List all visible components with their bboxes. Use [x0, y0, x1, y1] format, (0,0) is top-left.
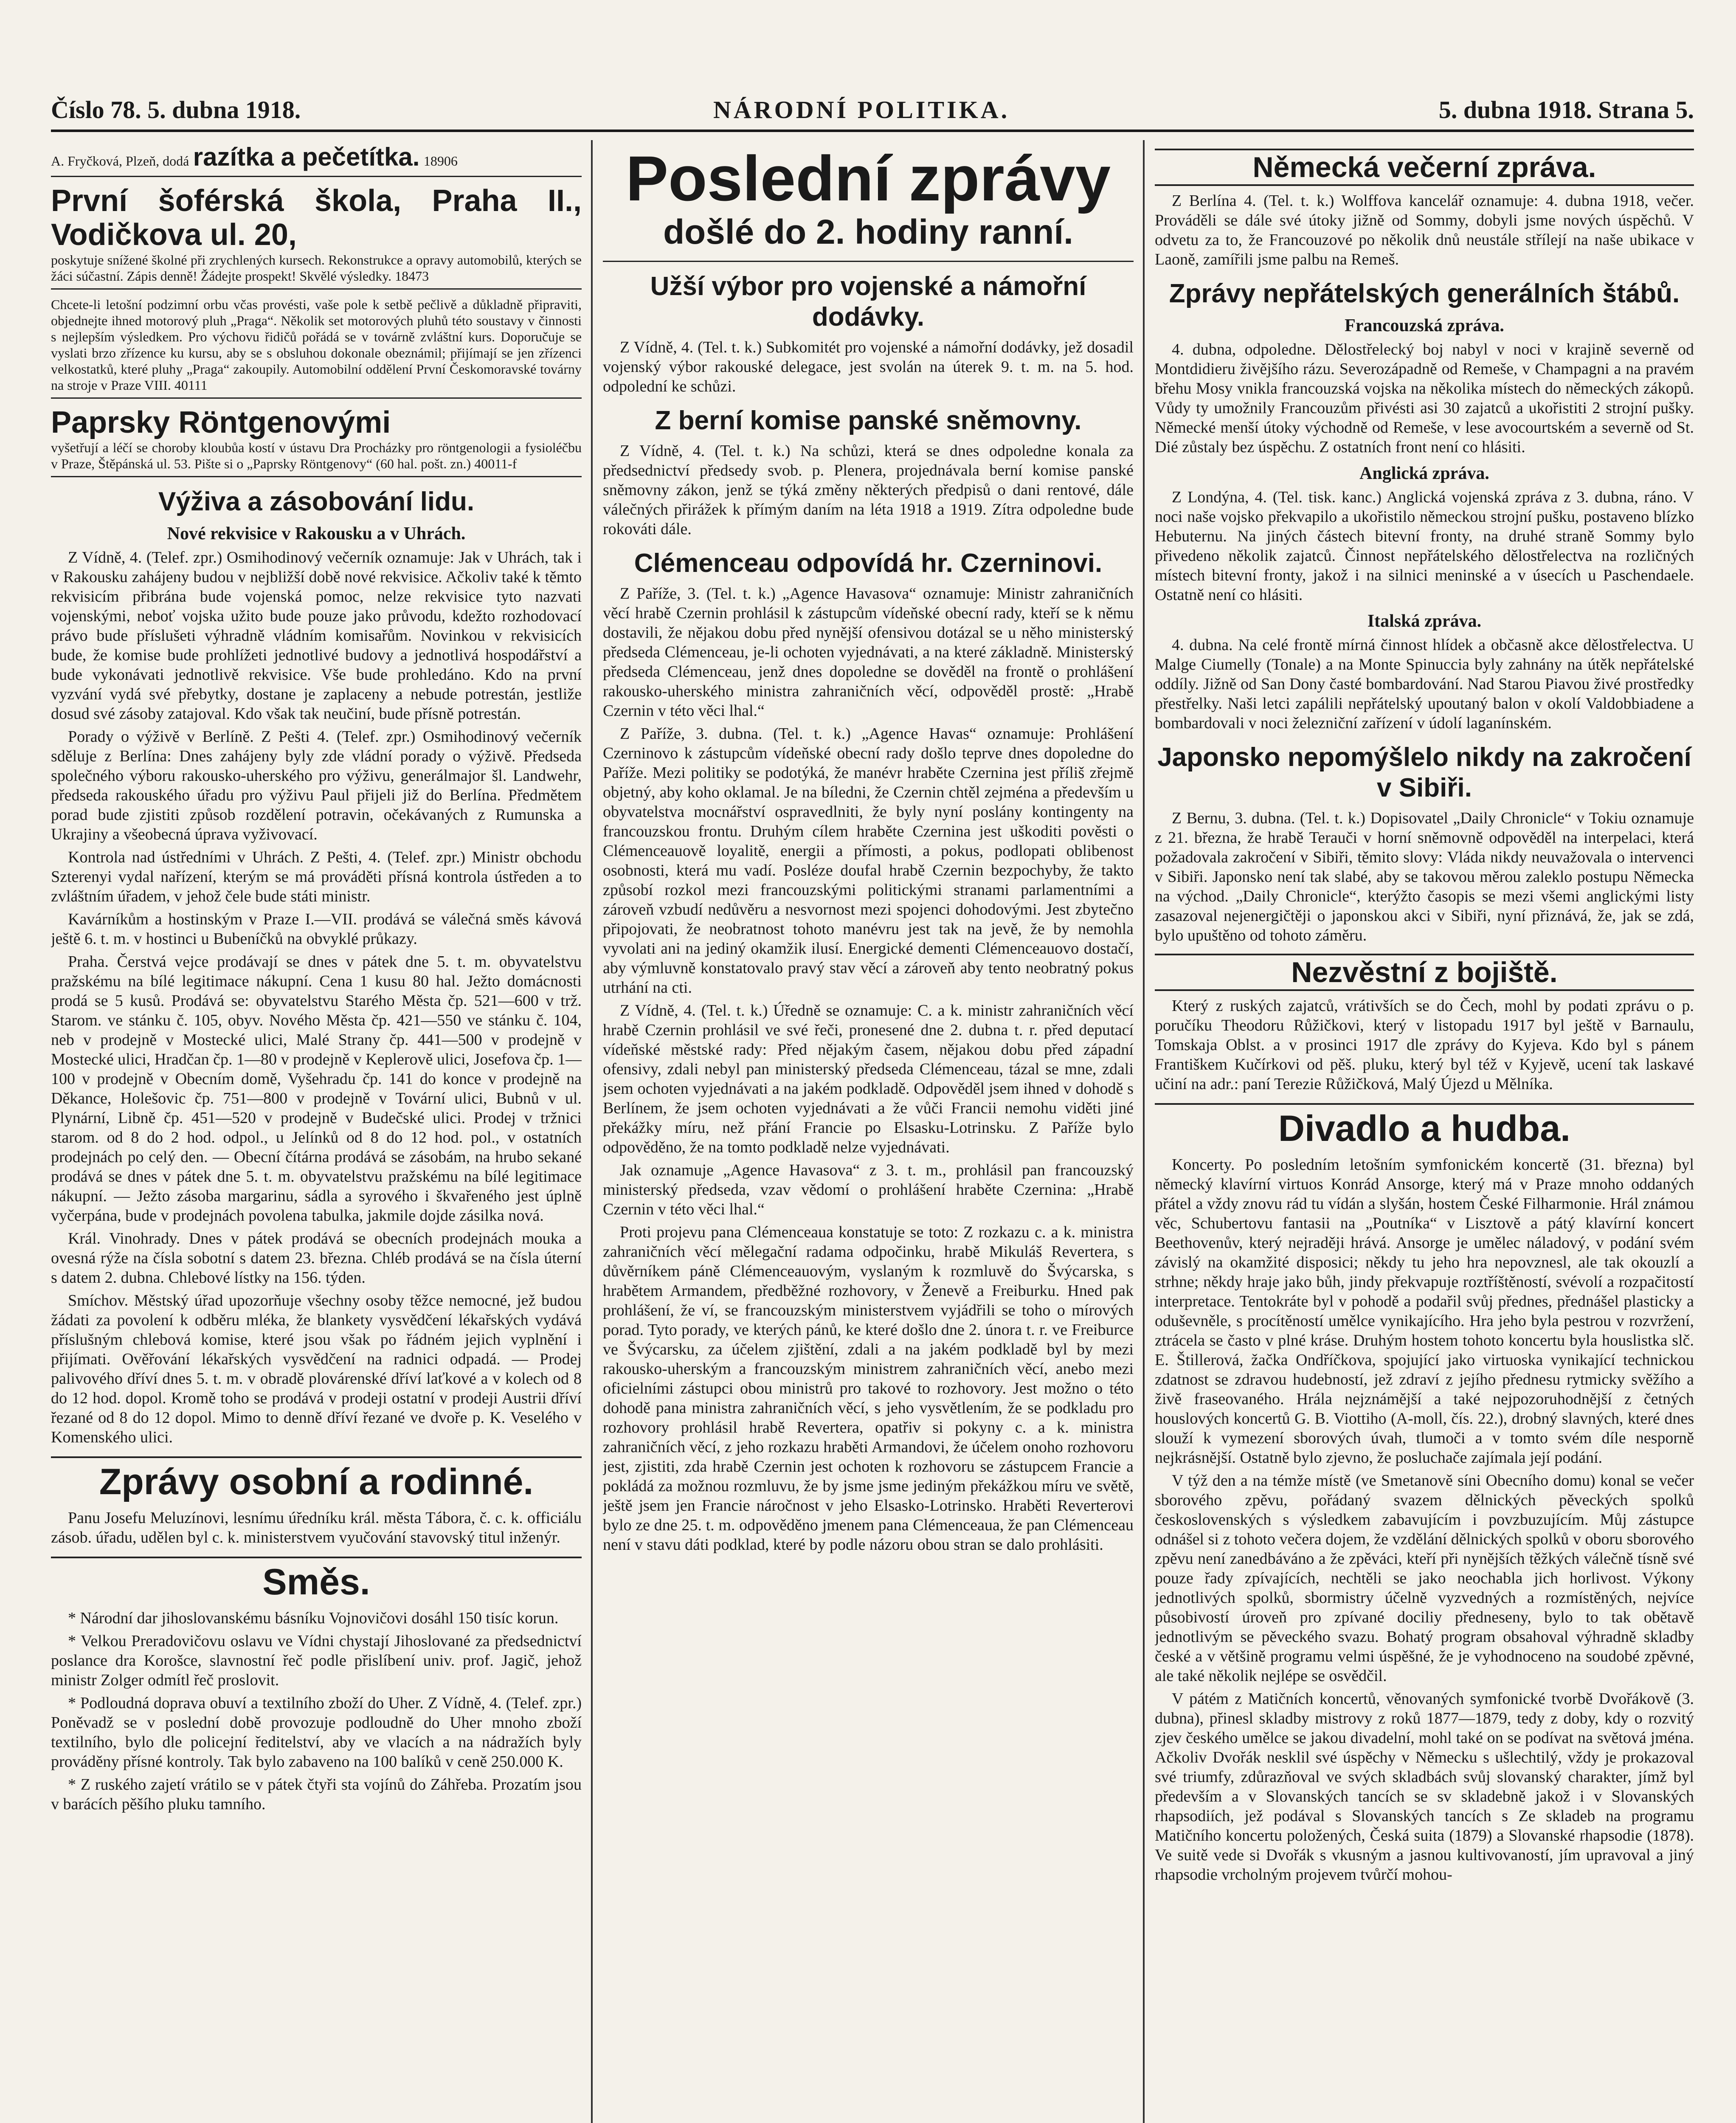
ad-soferska-skola: [51, 181, 582, 290]
article-text: Z Londýna, 4. (Tel. tisk. kanc.) Anglická vojenská zpráva z 3. dubna, ráno. V noci naše vojsko překvapilo a ukořistilo německou strojní pušku, postaveno blízko Hebuternu. Na jiných částech bitevní fronty, na druhé straně Sommy bylo přivedeno několik zajatců. Činnost nepřátelského dělostřelectva na rozličných místech bitevní fronty, jakož i na silnici meninské a v úsecích u Paschendaele. Ostatně není co hlásiti.: [1155, 488, 1694, 604]
issue-number: Číslo 78. 5. dubna 1918.: [51, 96, 301, 124]
ad-razitka-advertiser: A. Fryčková, Plzeň, dodá: [51, 153, 189, 169]
section-heading-nezvestni: Nezvěstní z bojiště.: [1155, 954, 1694, 991]
article-heading-rekvisice: Nové rekvisice v Rakousku a v Uhrách.: [167, 524, 466, 543]
article-heading-japonsko: Japonsko nepomýšlelo nikdy na zakročení v Sibiři.: [1157, 743, 1691, 802]
article-heading-vybor: Užší výbor pro vojenské a námořní dodávky.: [650, 272, 1086, 332]
newspaper-title: NÁRODNÍ POLITIKA.: [713, 96, 1010, 124]
article-text: 4. dubna. Na celé frontě mírná činnost hlídek a občasně akce dělostřelectva. U Malge Ciumelly (Tonale) a na Monte Spinuccia byly zahnány na útěk nepřátelské oddíly. Jižně od San Dony časté bombardování. Nad Starou Piavou živé prostředky přestřelky. Naši letci zapálili nepřátelský upoutaný balon v okolí Valdobbiadene a bombardovali v noci železniční zařízení v údolí laganínském.: [1155, 636, 1694, 732]
article-text: Z Vídně, 4. (Tel. t. k.) Subkomitét pro vojenské a námořní dodávky, jež dosadil vojenský výbor rakouské delegace, jest svolán na úterek 9. t. m. na 5. hod. odpolední ke schůzi.: [603, 338, 1134, 395]
article-text: 4. dubna, odpoledne. Dělostřelecký boj nabyl v noci v krajině severně od Montdidieru živějšího rázu. Severozápadně od Remeše, v Champagni a na pravém břehu Mosy vnikla francouzská vojska na několika místech do německých zákopů. Vůdy ty umožnily Francouzům přivésti asi 30 zajatců a ukořistiti 2 strojní pušky. Německé menší útoky východně od Remeše, v lese avocourtském a severně od St. Dié zůstaly bez úspěchu. Z ostatních front není co hlásiti.: [1155, 341, 1694, 456]
ad-motorovy-pluh: Chcete-li letošní podzimní orbu včas provésti, vaše pole k setbě pečlivě a důkladně připraviti, objednejte ihned motorový pluh „Praga“. Několik set motorových pluhů této soustavy v činnosti s nejlepším výsledkem. Pro výchovu řidičů pořádá se v továrně zvláštní kurs. Doporučuje se vyslati brzo zřízence ku kursu, aby se s obsluhou dokonale obeznámil; přijímají se jen zřízenci velkostatků, které pluhy „Praga“ zakoupily. Automobilní oddělení První Českomoravské továrny na stroje v Praze VIII. 40111: [51, 294, 582, 399]
article-text: Z Vídně, 4. (Telef. zpr.) Osmihodinový večerník oznamuje: Jak v Uhrách, tak i v Rakousku zahájeny budou v nejbližší době nové rekvisice. Ačkoliv také k těmto rekvisicím přibrána bude vojenská pomoc, nelze rekvisice tyto nazvati vojenskými, neboť vojska užito bude pouze jako průvodu, kdežto rozhodovací právo bude příslušeti výhradně vládním komisařům. Novinkou v rekvisicích bude, že komise bude prohlížeti jednotlivé budovy a jednotlivá hospodářství a bude vykonávati jednotlivě rekvisice. Vše bude prohledáno. Kdo na první vyzvání vydá své přebytky, dostane je zaplaceny a nebude potrestán, jestliže dosud své zásoby zatajoval. Kdo však tak neučiní, bude přísně potrestán.: [51, 549, 582, 723]
article-text: Panu Josefu Meluzínovi, lesnímu úředníku král. města Tábora, č. c. k. officiálu zásob. úřadu, udělen byl c. k. ministerstvem vyučování stavovský titul inženýr.: [51, 1509, 582, 1546]
subheadline: došlé do 2. hodiny ranní.: [663, 213, 1073, 251]
article-text: V týž den a na témže místě (ve Smetanově síni Obecního domu) konal se večer sborového zpěvu, pořádaný svazem dělnických pěveckých spolků československých s výsledkem zabavujícím i povzbuzujícím. Můj zástupce odnášel si z tohoto večera dojem, že vzdělání dělnických spolků v oboru sborového zpěvu není zanedbáváno a že zpěváci, kteří při nynějších těžkých válečně tísně své pouze řady zpívajících, nechtěli se jako neochabla jich horlivost. Výkony jednotlivých spolků, sbormistry účelně vyzvedných a rozmístěných, nejvíce působivostí úroveň pro zpívané dociliy předneseny, bylo to tak obětavě jednotlivým se pěveckého svazu. Bohatý program obsahoval výhradně skladby české a v většině programu velmi úspěšné, že je vyhodnoceno na soudobé zpěvné, ale také několik nejlépe se osvědčil.: [1155, 1472, 1694, 1685]
article-text: Smíchov. Městský úřad upozorňuje všechny osoby těžce nemocné, jež budou žádati za povolení k odběru mléka, že blankety vysvědčení lékařských vydává příslušným chlebová komise, které jsou však po řádném jejich vyplnění i přijímati. Ověřování lékařských vysvědčení na radnici odpadá. — Prodej palivového dříví dnes 5. t. m. v obradě plovárenské dříví laťkové a v kolech od 8 do 12 hod. dopol. Kromě toho se prodává v prodeji ostatní v prodeji Austrii dříví řezané od 8 do 12 dopol. Mimo to denně dříví řezané ve dvoře p. K. Veselého v Komenského ulici.: [51, 1292, 582, 1446]
article-heading-clemenceau: Clémenceau odpovídá hr. Czerninovi.: [634, 549, 1103, 578]
column-right: [1155, 140, 1694, 2123]
article-text: Praha. Čerstvá vejce prodávají se dnes v pátek dne 5. t. m. obyvatelstvu pražskému na bílé legitimace nákupní. Cena 1 kusu 80 hal. Ježto domácnosti prodá se 5 kusů. Prodává se: obyvatelstvu Starého Města čp. 521—600 v trž. Starom. ve stánku č. 105, obyv. Nového Města čp. 421—550 ve stánku č. 104, neb v prodejně v Mostecké ulici, Malé Strany čp. 441—500 v prodejně v Mostecké ulici, Hradčan čp. 1—80 v prodejně v Keplerově ulici, Josefova čp. 1—100 v prodejně v Obecním domě, Vyšehradu čp. 141 do konce v prodejně na Děkance, Holešovic čp. 751—800 v prodejně v Tovární ulici, Bubnů v ul. Plynární, Libně čp. 451—520 v prodejně v Budečské ulici. Prodej v tržnici starom. od 8 do 2 hod. odpol., u Jelínků od 8 do 12 hod. pol., v ostatních prodejnách po celý den. — Obecní čítárna prodává se zásobám, na hrubo sekané prodává se dnes v pátek dne 5. t. m. obyvatelstvu pražskému na bílé legitimace nákupní. — Ježto zásoba margarinu, sádla a syrového i škvařeného jest úplně vyčerpána, bude v prodejnách povolena tabulka, jakmile dojde zásilka nová.: [51, 953, 582, 1225]
article-text: * Podloudná doprava obuví a textilního zboží do Uher. Z Vídně, 4. (Telef. zpr.) Poněvadž se v poslední době provozuje podloudně do Uher mnoho zboží textilního, bylo dle policejní ředitelství, aby ve vlacích a na nádražích byly prováděny přísné kontroly. Tak bylo zabaveno na 100 balíků v ceně 250.000 K.: [51, 1694, 582, 1771]
article-text: Porady o výživě v Berlíně. Z Pešti 4. (Telef. zpr.) Osmihodinový večerník sděluje z Berlína: Dnes zahájeny byly zde vládní porady o výživě. Předseda společného výboru rakousko-uherského pro výživu, generálmajor šl. Landwehr, předseda rakouského úřadu pro výživu Paul přijeli již do Berlína. Předmětem porad bude zjistiti způsob rozdělení potravin, očekávaných z Rumunska a Ukrajiny a všeobecná úprava vyživovací.: [51, 728, 582, 843]
column-middle: [603, 140, 1134, 2123]
section-heading-zpravy-osobni: Zprávy osobní a rodinné.: [51, 1456, 582, 1503]
article-text: Kavárníkům a hostinským v Praze I.—VII. prodává se válečná směs kávová ještě 6. t. m. v hostinci u Bubeníčků na obvyklé průkazy.: [51, 910, 582, 948]
ad-razitka: [51, 140, 582, 177]
headline-posledni-zpravy: Poslední zprávy: [625, 143, 1111, 214]
page-number: 5. dubna 1918. Strana 5.: [1438, 96, 1694, 124]
ad-razitka-number: 18906: [423, 153, 458, 169]
ad-razitka-headline: razítka a pečetítka.: [193, 143, 420, 171]
article-text: Který z ruských zajatců, vrátivších se do Čech, mohl by podati zprávu o p. poručíku Theodoru Růžičkovi, který v listopadu 1917 byl ještě v Barnaulu, Tomskaja Oblst. a v prosinci 1917 dle zprávy do Kyjeva. Kdo byl s pánem Františkem Kučírkovi od pěš. pluku, který byl též v Kyjevě, ucení tak laskavé učiní na adr.: paní Terezie Růžičková, Malý Újezd u Mělníka.: [1155, 997, 1694, 1093]
section-heading-vyziva: Výživa a zásobování lidu.: [158, 487, 475, 516]
ad-sofer-headline: První šoférská škola, Praha II., Vodičkova ul. 20,: [51, 184, 582, 252]
article-text: Z Paříže, 3. (Tel. t. k.) „Agence Havasova“ oznamuje: Ministr zahraničních věcí hrabě Czernin prohlásil k zástupcům vídeňské obecní rady, kteří se k němu dostavili, že nějakou dobu před nynější ofensivou dotázal se u něho ministerský předseda Clémenceau, je-li ochoten vyjednávati, a na které základně. Ministerský předseda Clémenceau, jenž dnes dopoledne se dověděl na frontě o prohlášení rakousko-uherského ministra zahraničních věcí, odpověděl prostě: „Hrabě Czernin v této věci lhal.“: [603, 585, 1134, 720]
section-heading-smes: Směs.: [51, 1557, 582, 1603]
article-text: V pátém z Matičních koncertů, věnovaných symfonické tvorbě Dvořákově (3. dubna), přinesl skladby mistrovy z roků 1877—1879, tedy z doby, kdy o rozvitý zjev českého umělce se jakou divadelní, mohl také on se podívat na světová jména. Ačkoliv Dvořák nesklil své úspěchy v Německu s ušlechtilý, vždy je prokazoval své triumfy, zdůrazňoval ve svých skladbách svůj slovanský charakter, jímž byl především a v Slovanských tancích se sv skladebně jakož i v Slovanských rhapsodiích, jež podával s Slovanských tancích s Ze skladeb na programu Matičního koncertu položených, Česká suita (1879) a Slovanské rhapsodie (1878). Ve suitě vede si Dvořák s vkusným a jasnou kultivovaností, jím upravoval a jiný rhapsodie vrcholným projevem tvůrčí mohou-: [1155, 1690, 1694, 1884]
article-text: Jak oznamuje „Agence Havasova“ z 3. t. m., prohlásil pan francouzský ministerský předseda, vzav vědomí o prohlášení hraběte Czernina: „Hrabě Czernin v této věci lhal.“: [603, 1161, 1134, 1218]
column-left: [51, 140, 582, 2123]
article-text: Z Berlína 4. (Tel. t. k.) Wolffova kancelář oznamuje: 4. dubna 1918, večer. Prováděli se dále své útoky jižně od Sommy, dobyli jsme nových úspěchů. V odvetu za to, že Francouzové po několik dnů neustále střílejí na naše ubikace v Laoně, zamířili jsme palbu na Remeš.: [1155, 192, 1694, 268]
article-heading-francouzska: Francouzská zpráva.: [1345, 316, 1504, 335]
article-text: Z Vídně, 4. (Tel. t. k.) Na schůzi, která se dnes odpoledne konala za předsednictví předsedy svob. p. Plenera, projednávala berní komise panské sněmovny zákon, jenž se týká změny některých předpisů o dani rentové, dále válečných přirážek k přímým daním na léta 1918 a 1919. Zítra odpoledne bude rokováti dále.: [603, 442, 1134, 538]
article-text: Z Bernu, 3. dubna. (Tel. t. k.) Dopisovatel „Daily Chronicle“ v Tokiu oznamuje z 21. března, že hrabě Terauči v horní sněmovně odpověděl na interpelaci, která požadovala zakročení v Sibiři, těmito slovy: Vláda nikdy neuvažovala o intervenci v Sibiři. Japonsko není tak slabé, aby se takovou měrou zaleklo postupu Německa na východ. „Daily Chronicle“, kterýžto časopis se mezi všemi anglickými listy zasazoval nejenergičtěji o japonskou akci v Sibiři, nyní přiznává, že, jak se zdá, bylo upuštěno od tohoto záměru.: [1155, 809, 1694, 944]
ad-rontgen-text: vyšetřují a léčí se choroby kloubůa kostí v ústavu Dra Procházky pro röntgenologii a fysioléčbu v Praze, Štěpánská ul. 53. Pište si o „Paprsky Röntgenovy“ (60 hal. pošt. zn.) 40011-f: [51, 440, 582, 471]
section-heading-nepratelske-staby: Zprávy nepřátelských generálních štábů.: [1169, 279, 1680, 308]
article-text: Koncerty. Po posledním letošním symfonickém koncertě (31. března) byl německý klavírní virtuos Konrád Ansorge, který má v Praze mnoho oddaných přátel a vždy znovu rád tu vídán a slyšán, hostem České Filharmonie. Hrál známou věc, Schubertovu fantasii na „Poutníka“ v Lisztově a pátý klavírní koncert Beethovenův, který nejraději hrává. Ansorge je umělec náladový, v podání svém závislý na okamžité disposici; někdy tu jeho hra nepovznesl, ale tak okouzlí a strhne; někdy hraje jako bůh, jindy překvapuje roztříštěností, svévolí a rozpačitostí interpretace. Tentokráte byl v pohodě a podařil svůj přednes, přednášel plasticky a oduševněle, s procítěností umělce vynikajícího. Hra jeho byla pestrou v rozvržení, ztrácela se často v plné kráse. Druhým hostem tohoto koncertu byla houslistka slč. E. Štillerová, žačka Ondříčkova, spojující jako virtuoska vynikající technickou zdatnost se zdravou hudebností, jež zdraví z jejího přednesu rytmicky svěžího a živě fraseovaného. Hrála nejznámější a také nejpozoruhodnější z četných houslových koncertů G. B. Viottiho (A-moll, čís. 22.), drobný slavných, které dnes slouží k vymezení sborových úvah, tlumoči a v tomto svém díle nesporně nejkrásnější. Ostatně bylo zjevno, že posluchače zajímala její podání.: [1155, 1156, 1694, 1467]
article-text: Proti projevu pana Clémenceaua konstatuje se toto: Z rozkazu c. a k. ministra zahraničních věcí mělegační radama odpočinku, hrabě Mikuláš Revertera, s důvěrníkem páně Clémenceauovým, vyslaným k rozmluvě do Švýcarska, s hrabětem Armandem, předběžné rozhovory, v Ženevě a Freiburku. Hned pak prohlášení, že ví, se francouzským ministerstvem vyjádřili se toho o mírových porad. Tyto porady, ve kterých pánů, ke které došlo dne 2. února t. r. ve Freiburce ve Švýcarsku, za účelem zjištění, zdali a na jakém podkladě byl by mezi rakousko-uherským a francouzským ministrem zahraničních věcí, anebo mezi oficielními zástupci obou ministrů pro takové to rozhovory. Jest možno o této dohodě pana ministra zahraničních věcí, s jeho vysvětlením, že se podkladu pro rozhovory prohlásil hrabě Revertera, opatřiv si pokyny c. a k. ministra zahraničních věcí, z jeho rozkazu hraběti Armandovi, že účelem onoho rozhovoru jest, zjistiti, zda hrabě Czernin jest ochoten k rozhovoru se zástupcem Francie a pokládá za možnou rozmluvu, že by jsme jsme jediným překážkou míru ve světě, ještě jsem jen Francie náročnost v jeho Elsasko-Lotrinsko. Hraběti Reverterovi bylo ze dne 25. t. m. odpověděno jmenem pana Clémenceaua, že pan Clémenceau není v stavu dáti podklad, které by podle názoru obou stran se dalo prohlásiti.: [603, 1223, 1134, 1554]
article-text: Z Paříže, 3. dubna. (Tel. t. k.) „Agence Havas“ oznamuje: Prohlášení Czerninovo k zástupcům vídeňské obecní rady došlo teprve dnes dopoledne do Paříže. Mezi politiky se podotýká, že manévr hraběte Czernina jest příliš zřejmě objetný, aby koho oklamal. Je na bíledni, že Czernin chtěl zejména a především u obyvatelstva mocnářství ospravedlniti, že byly nyní poslány kontingenty na francouzskou frontu. Druhým cílem hraběte Czernina jest uškoditi pověsti o Clémenceauově loyalitě, energii a přímosti, a pokus, podlopati oblibenost osobnosti, která mu vadí. Posléze doufal hrabě Czernin bezpochyby, že takto způsobí rozkol mezi francouzskými politickými stranami parlamentními a zároveň vzbudí nedůvěru a nesvornost mezi spojenci dohodovými. Jest zbytečno připojovati, že neobratnost tohoto manévru jest tak na jevě, že by nemohla vyvolati ani na jediný okamžik ilusí. Energické dementi Clémenceauovo dostačí, aby výmluvně konstatovalo pravý stav věcí a zároveň aby tento neobratný pokus utrhání na cti.: [603, 725, 1134, 997]
article-text: Král. Vinohrady. Dnes v pátek prodává se obecních prodejnách mouka a ovesná rýže na čísla sobotní s datem 23. března. Chléb prodává se na čísla úterní s datem 2. dubna. Chlebové lístky na 156. týden.: [51, 1230, 582, 1287]
section-heading-divadlo: Divadlo a hudba.: [1155, 1103, 1694, 1150]
article-text: * Národní dar jihoslovanskému básníku Vojnovičovi dosáhl 150 tisíc korun.: [68, 1609, 559, 1627]
column-divider: [591, 140, 593, 2123]
article-heading-berni-komise: Z berní komise panské sněmovny.: [655, 406, 1082, 435]
ad-sofer-text: poskytuje snížené školné při zrychlených kursech. Rekonstrukce a opravy automobilů, kterých se žáci súčastní. Zápis denně! Žádejte prospekt! Skvělé výsledky. 18473: [51, 252, 582, 284]
article-text: * Z ruského zajetí vrátilo se v pátek čtyři sta vojínů do Záhřeba. Prozatím jsou v barácích pěšího pluku tamního.: [51, 1776, 582, 1813]
article-text: * Velkou Preradovičovu oslavu ve Vídni chystají Jihoslované za předsednictví poslance dra Korošce, slavnostní řeč podle přislíbení univ. prof. Jagič, jehož ministr Zolger odmítl řeč proslovit.: [51, 1632, 582, 1689]
article-heading-anglicka: Anglická zpráva.: [1359, 464, 1489, 483]
article-heading-italska: Italská zpráva.: [1367, 611, 1482, 631]
masthead: [51, 91, 1694, 132]
article-text: Kontrola nad ústředními v Uhrách. Z Pešti, 4. (Telef. zpr.) Ministr obchodu Szterenyi vydal nařízení, kterým se má prováděti přísná kontrola ústředen a to zvláštním úřadem, v jehož čele bude státi ministr.: [51, 848, 582, 905]
ad-rontgen-headline: Paprsky Röntgenovými: [51, 405, 391, 439]
divider: [603, 261, 1134, 262]
section-heading-nemecka-zprava: Německá večerní zpráva.: [1155, 149, 1694, 186]
ad-rontgen: [51, 403, 582, 477]
column-divider: [1143, 140, 1145, 2123]
article-text: Z Vídně, 4. (Tel. t. k.) Úředně se oznamuje: C. a k. ministr zahraničních věcí hrabě Czernin prohlásil ve své řeči, pronesené dne 2. dubna t. r. před deputací vídeňské městské rady: Před nějakým časem, nějakou dobu před západní ofensivy, zdali nebyl pan ministerský předseda Clémenceau, tázal se mne, zdali jsem ochoten vyjednávati a na jakém podkladě. Odpověděl jsem ihned v dohodě s Berlínem, že jsem ochoten vyjednávati a že vůči Francii nemohu viděti jiné překážky míru, než přání Francie po Elsasku-Lotrinsku. Z Paříže bylo odpověděno, že na tomto podkladě nelze vyjednávati.: [603, 1002, 1134, 1156]
